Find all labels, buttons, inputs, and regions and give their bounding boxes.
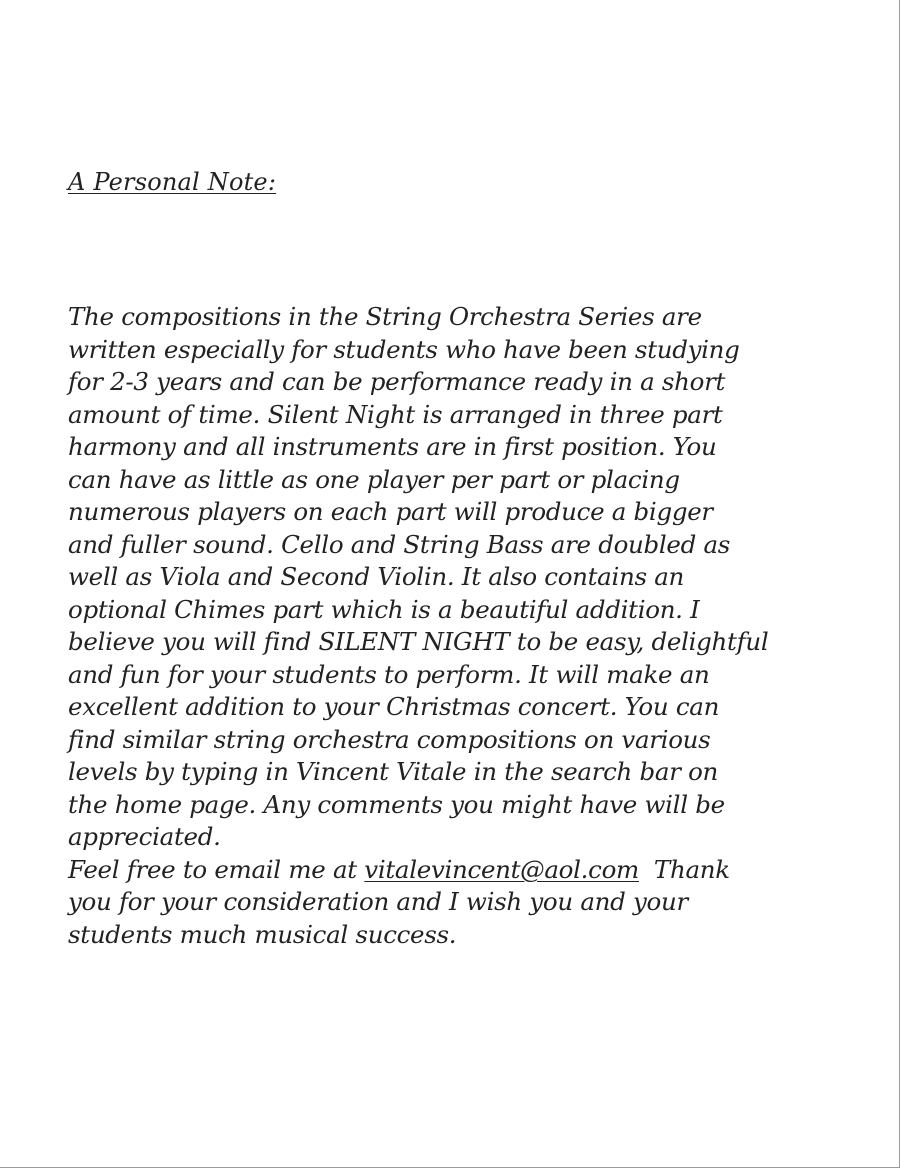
closing-line: you for your consideration and I wish you and your (68, 887, 688, 916)
email-line-prefix: Feel free to email me at (68, 854, 365, 884)
paragraph-line: and fuller sound. Cello and String Bass are doubled as (68, 529, 731, 559)
paragraph-line: The compositions in the String Orchestra Series are (68, 302, 702, 331)
paragraph-line: find similar string orchestra compositions on various (68, 724, 711, 754)
paragraph-line: excellent addition to your Christmas concert. You can (68, 692, 720, 721)
paragraph-line: and fun for your students to perform. It will make an (68, 659, 710, 689)
email-line-suffix: Thank (638, 854, 730, 884)
email-line (68, 854, 848, 887)
note-body (68, 301, 848, 951)
paragraph-line: can have as little as one player per part or placing (68, 464, 680, 494)
paragraph-line: for 2-3 years and can be performance ready in a short (68, 367, 726, 396)
paragraph-line: amount of time. Silent Night is arranged in three part (68, 399, 723, 429)
paragraph-line: numerous players on each part will produce a bigger (68, 497, 713, 526)
paragraph-line: the home page. Any comments you might have will be (68, 789, 725, 819)
email-link[interactable]: vitalevincent@aol.com (364, 854, 639, 884)
note-heading: A Personal Note: (68, 168, 277, 196)
paragraph-line: written especially for students who have been studying (68, 334, 740, 364)
paragraph-line: harmony and all instruments are in first position. You (68, 432, 717, 461)
paragraph-line: believe you will find SILENT NIGHT to be easy, delightful (68, 627, 769, 656)
paragraph-line: levels by typing in Vincent Vitale in the search bar on (68, 757, 719, 786)
paragraph-line: appreciated. (68, 822, 221, 851)
paragraph-line: well as Viola and Second Violin. It also contains an (68, 562, 685, 591)
paragraph-line: optional Chimes part which is a beautiful addition. I (68, 594, 700, 624)
closing-line: students much musical success. (68, 919, 457, 949)
